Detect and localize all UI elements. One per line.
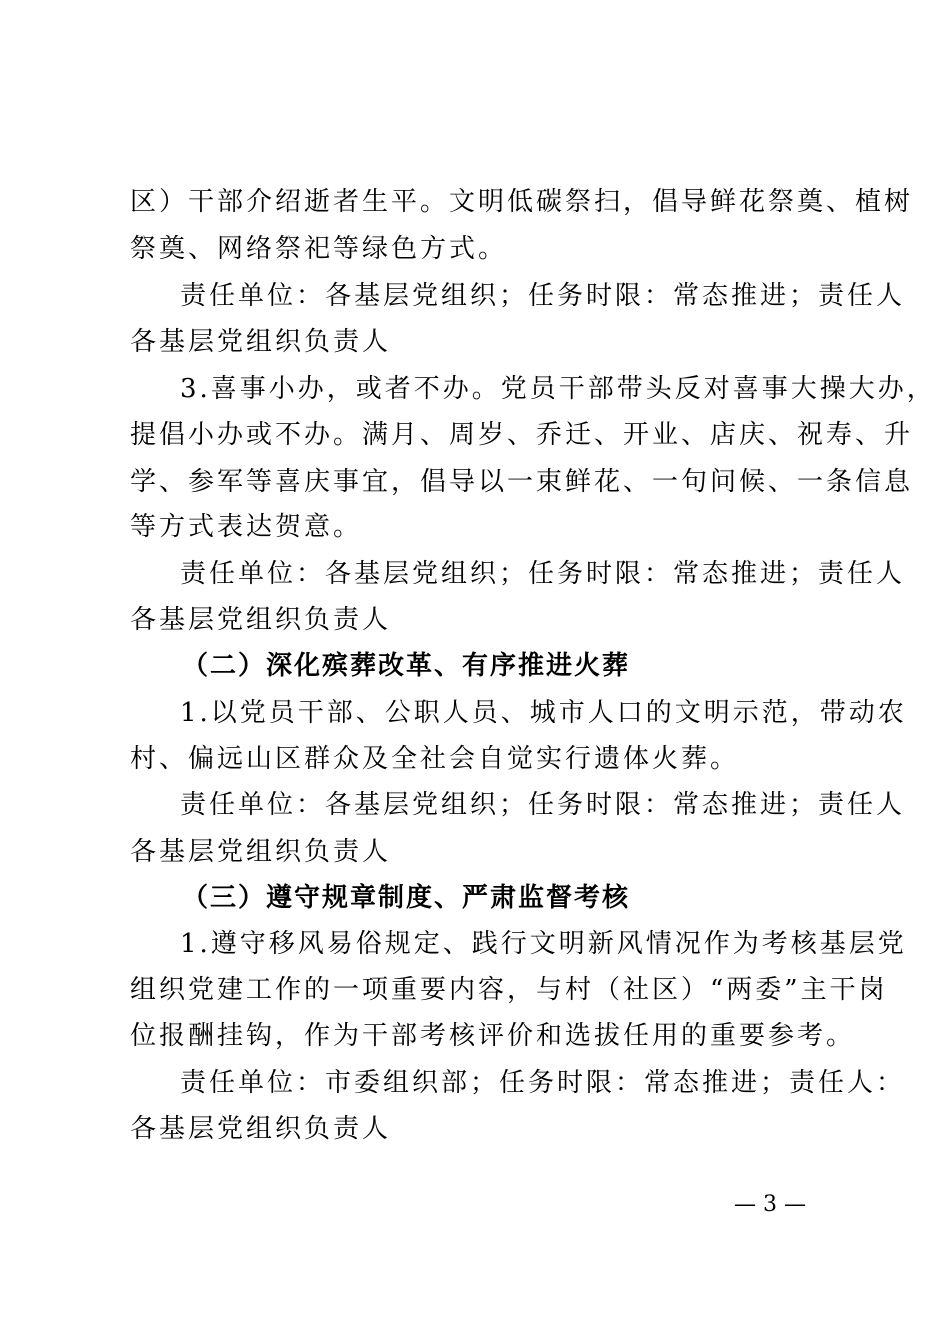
paragraph-line: 组织党建工作的一项重要内容，与村（社区）“两委”主干岗 [130, 975, 888, 1005]
page-number: — 3 — [734, 1192, 806, 1217]
responsibility-line: 责任单位：市委组织部；任务时限：常态推进；责任人： [180, 1068, 906, 1098]
paragraph-line: 村、偏远山区群众及全社会自觉实行遗体火葬。 [130, 744, 740, 774]
item-1-line: 1.遵守移风易俗规定、践行文明新风情况作为考核基层党 [180, 929, 907, 959]
section-heading-2: （二）深化殡葬改革、有序推进火葬 [182, 651, 631, 681]
responsibility-line: 各基层党组织负责人 [130, 1114, 392, 1144]
item-1-line: 1.以党员干部、公职人员、城市人口的文明示范，带动农 [180, 698, 907, 728]
responsibility-line: 各基层党组织负责人 [130, 837, 392, 867]
paragraph-line: 区）干部介绍逝者生平。文明低碳祭扫，倡导鲜花祭奠、植树 [130, 187, 914, 217]
responsibility-line: 各基层党组织负责人 [130, 327, 392, 357]
paragraph-line: 祭奠、网络祭祀等绿色方式。 [130, 234, 508, 264]
responsibility-line: 责任单位：各基层党组织；任务时限：常态推进；责任人 [180, 281, 906, 311]
item-3-line: 3.喜事小办，或者不办。党员干部带头反对喜事大操大办， [180, 374, 936, 404]
paragraph-line: 位报酬挂钩，作为干部考核评价和选拔任用的重要参考。 [130, 1021, 856, 1051]
paragraph-line: 学、参军等喜庆事宜，倡导以一束鲜花、一句问候、一条信息 [130, 467, 914, 497]
responsibility-line: 责任单位：各基层党组织；任务时限：常态推进；责任人 [180, 790, 906, 820]
paragraph-line: 提倡小办或不办。满月、周岁、乔迁、开业、店庆、祝寿、升 [130, 420, 914, 450]
responsibility-line: 各基层党组织负责人 [130, 605, 392, 635]
section-heading-3: （三）遵守规章制度、严肃监督考核 [182, 883, 631, 913]
paragraph-line: 等方式表达贺意。 [130, 512, 363, 542]
responsibility-line: 责任单位：各基层党组织；任务时限：常态推进；责任人 [180, 559, 906, 589]
